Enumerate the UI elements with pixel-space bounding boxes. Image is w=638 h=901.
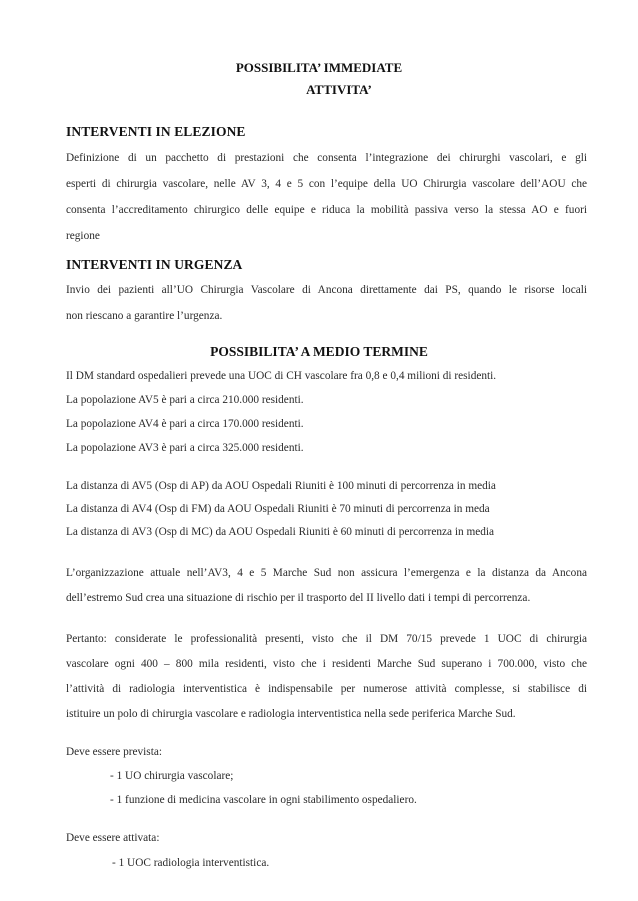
distance-line: La distanza di AV4 (Osp di FM) da AOU Ospedali Riuniti è 70 minuti di percorrenza in meda xyxy=(66,503,490,515)
heading-interventi-elezione: INTERVENTI IN ELEZIONE xyxy=(66,124,246,139)
distance-line: La distanza di AV3 (Osp di MC) da AOU Ospedali Riuniti è 60 minuti di percorrenza in media xyxy=(66,526,495,538)
page-title: POSSIBILITA’ IMMEDIATE xyxy=(235,60,403,75)
paragraph-line: non riescano a garantire l’urgenza. xyxy=(66,310,223,322)
pertanto-line: Pertanto: considerate le professionalità presenti, visto che il DM 70/15 prevede 1 UOC di chirurgia xyxy=(66,633,587,645)
list-item: - 1 funzione di medicina vascolare in ogni stabilimento ospedaliero. xyxy=(110,794,417,806)
page-subtitle: ATTIVITA’ xyxy=(306,82,372,97)
organization-line: dell’estremo Sud crea una situazione di rischio per il trasporto del II livello dati i tempi di percorrenza. xyxy=(66,592,531,604)
population-line: La popolazione AV4 è pari a circa 170.000 residenti. xyxy=(66,418,304,430)
pertanto-line: l’attività di radiologia interventistica è indispensabile per numerose attività complesse, si stabilisce di xyxy=(66,683,587,695)
population-line: Il DM standard ospedalieri prevede una UOC di CH vascolare fra 0,8 e 0,4 milioni di residenti. xyxy=(66,370,497,382)
attivata-label: Deve essere attivata: xyxy=(66,832,160,844)
population-line: La popolazione AV5 è pari a circa 210.000 residenti. xyxy=(66,394,304,406)
pertanto-line: vascolare ogni 400 – 800 mila residenti, visto che i residenti Marche Sud superano i 700.000, visto che xyxy=(66,658,587,670)
organization-line: L’organizzazione attuale nell’AV3, 4 e 5 Marche Sud non assicura l’emergenza e la distanza da Ancona xyxy=(66,567,587,579)
section-title-medio-termine: POSSIBILITA’ A MEDIO TERMINE xyxy=(210,344,428,359)
distance-line: La distanza di AV5 (Osp di AP) da AOU Ospedali Riuniti è 100 minuti di percorrenza in media xyxy=(66,480,496,492)
list-item: - 1 UOC radiologia interventistica. xyxy=(112,857,270,869)
paragraph-line: Definizione di un pacchetto di prestazioni che consenta l’integrazione dei chirurghi vascolari, e gli xyxy=(66,152,587,164)
paragraph-line: regione xyxy=(66,230,100,242)
heading-interventi-urgenza: INTERVENTI IN URGENZA xyxy=(66,257,243,272)
list-item: - 1 UO chirurgia vascolare; xyxy=(110,770,234,782)
paragraph-line: esperti di chirurgia vascolare, nelle AV 3, 4 e 5 con l’equipe della UO Chirurgia vascolare dell’AOU che xyxy=(66,178,587,190)
paragraph-line: consenta l’accreditamento chirurgico delle equipe e riduca la mobilità passiva verso la stessa AO e fuori xyxy=(66,204,587,216)
population-line: La popolazione AV3 è pari a circa 325.000 residenti. xyxy=(66,442,304,454)
pertanto-line: istituire un polo di chirurgia vascolare e radiologia interventistica nella sede periferica Marche Sud. xyxy=(66,708,516,720)
paragraph-line: Invio dei pazienti all’UO Chirurgia Vascolare di Ancona direttamente dai PS, quando le risorse locali xyxy=(66,284,587,296)
prevista-label: Deve essere prevista: xyxy=(66,746,162,758)
